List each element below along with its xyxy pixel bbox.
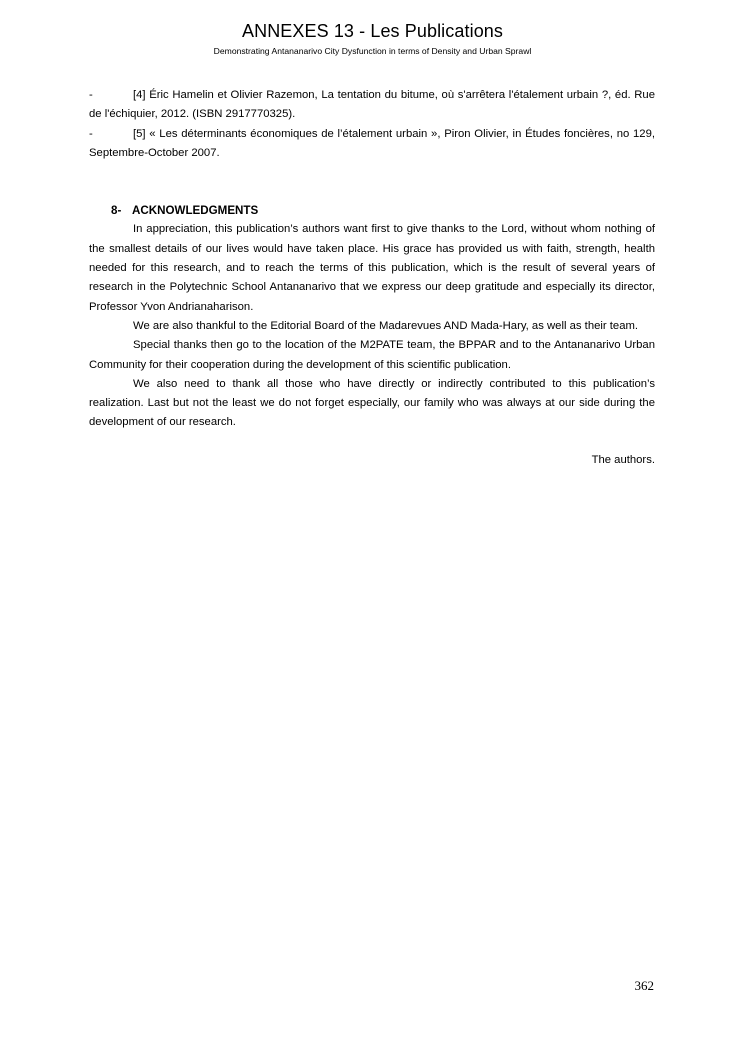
section-title: ACKNOWLEDGMENTS (132, 204, 259, 218)
document-body (89, 86, 655, 470)
reference-bullet: - (89, 127, 93, 140)
section-number: 8- (111, 204, 122, 218)
reference-text: [5] « Les déterminants économiques de l’étalement urbain », Piron Olivier, in Études foncières, no 129, Septembre-October 2007. (89, 127, 655, 159)
page-number: 362 (634, 978, 654, 993)
reference-list (89, 86, 655, 163)
paragraph: We are also thankful to the Editorial Board of the Madarevues AND Mada-Hary, as well as their team. (133, 319, 639, 332)
header-subtitle: Demonstrating Antananarivo City Dysfunction in terms of Density and Urban Sprawl (213, 46, 532, 56)
section-heading (111, 201, 655, 220)
page-header (0, 20, 745, 57)
reference-text: [4] Éric Hamelin et Olivier Razemon, La tentation du bitume, où s'arrêtera l'étalement urbain ?, éd. Rue de l'échiquier, 2012. (ISBN 2917770325). (89, 89, 655, 121)
header-title: ANNEXES 13 - Les Publications (241, 21, 504, 41)
paragraph: We also need to thank all those who have directly or indirectly contributed to this publication’s realization. Last but not the least we do not forget especially, our family who was always at our side during the development of our research. (89, 377, 655, 429)
paragraph: In appreciation, this publication’s authors want first to give thanks to the Lord, without whom nothing of the smallest details of our lives would have taken place. His grace has provided us with faith, strength, health needed for this research, and to reach the terms of this publication, which is the result of several years of research in the Polytechnic School Antananarivo that we express our deep gratitude and especially its director, Professor Yvon Andrianaharison. (89, 223, 655, 313)
paragraph: Special thanks then go to the location of the M2PATE team, the BPPAR and to the Antananarivo Urban Community for their cooperation during the development of this scientific publication. (89, 339, 655, 371)
reference-bullet: - (89, 89, 93, 101)
signature: The authors. (591, 453, 655, 466)
reference-item (89, 86, 655, 125)
reference-item (89, 125, 655, 164)
